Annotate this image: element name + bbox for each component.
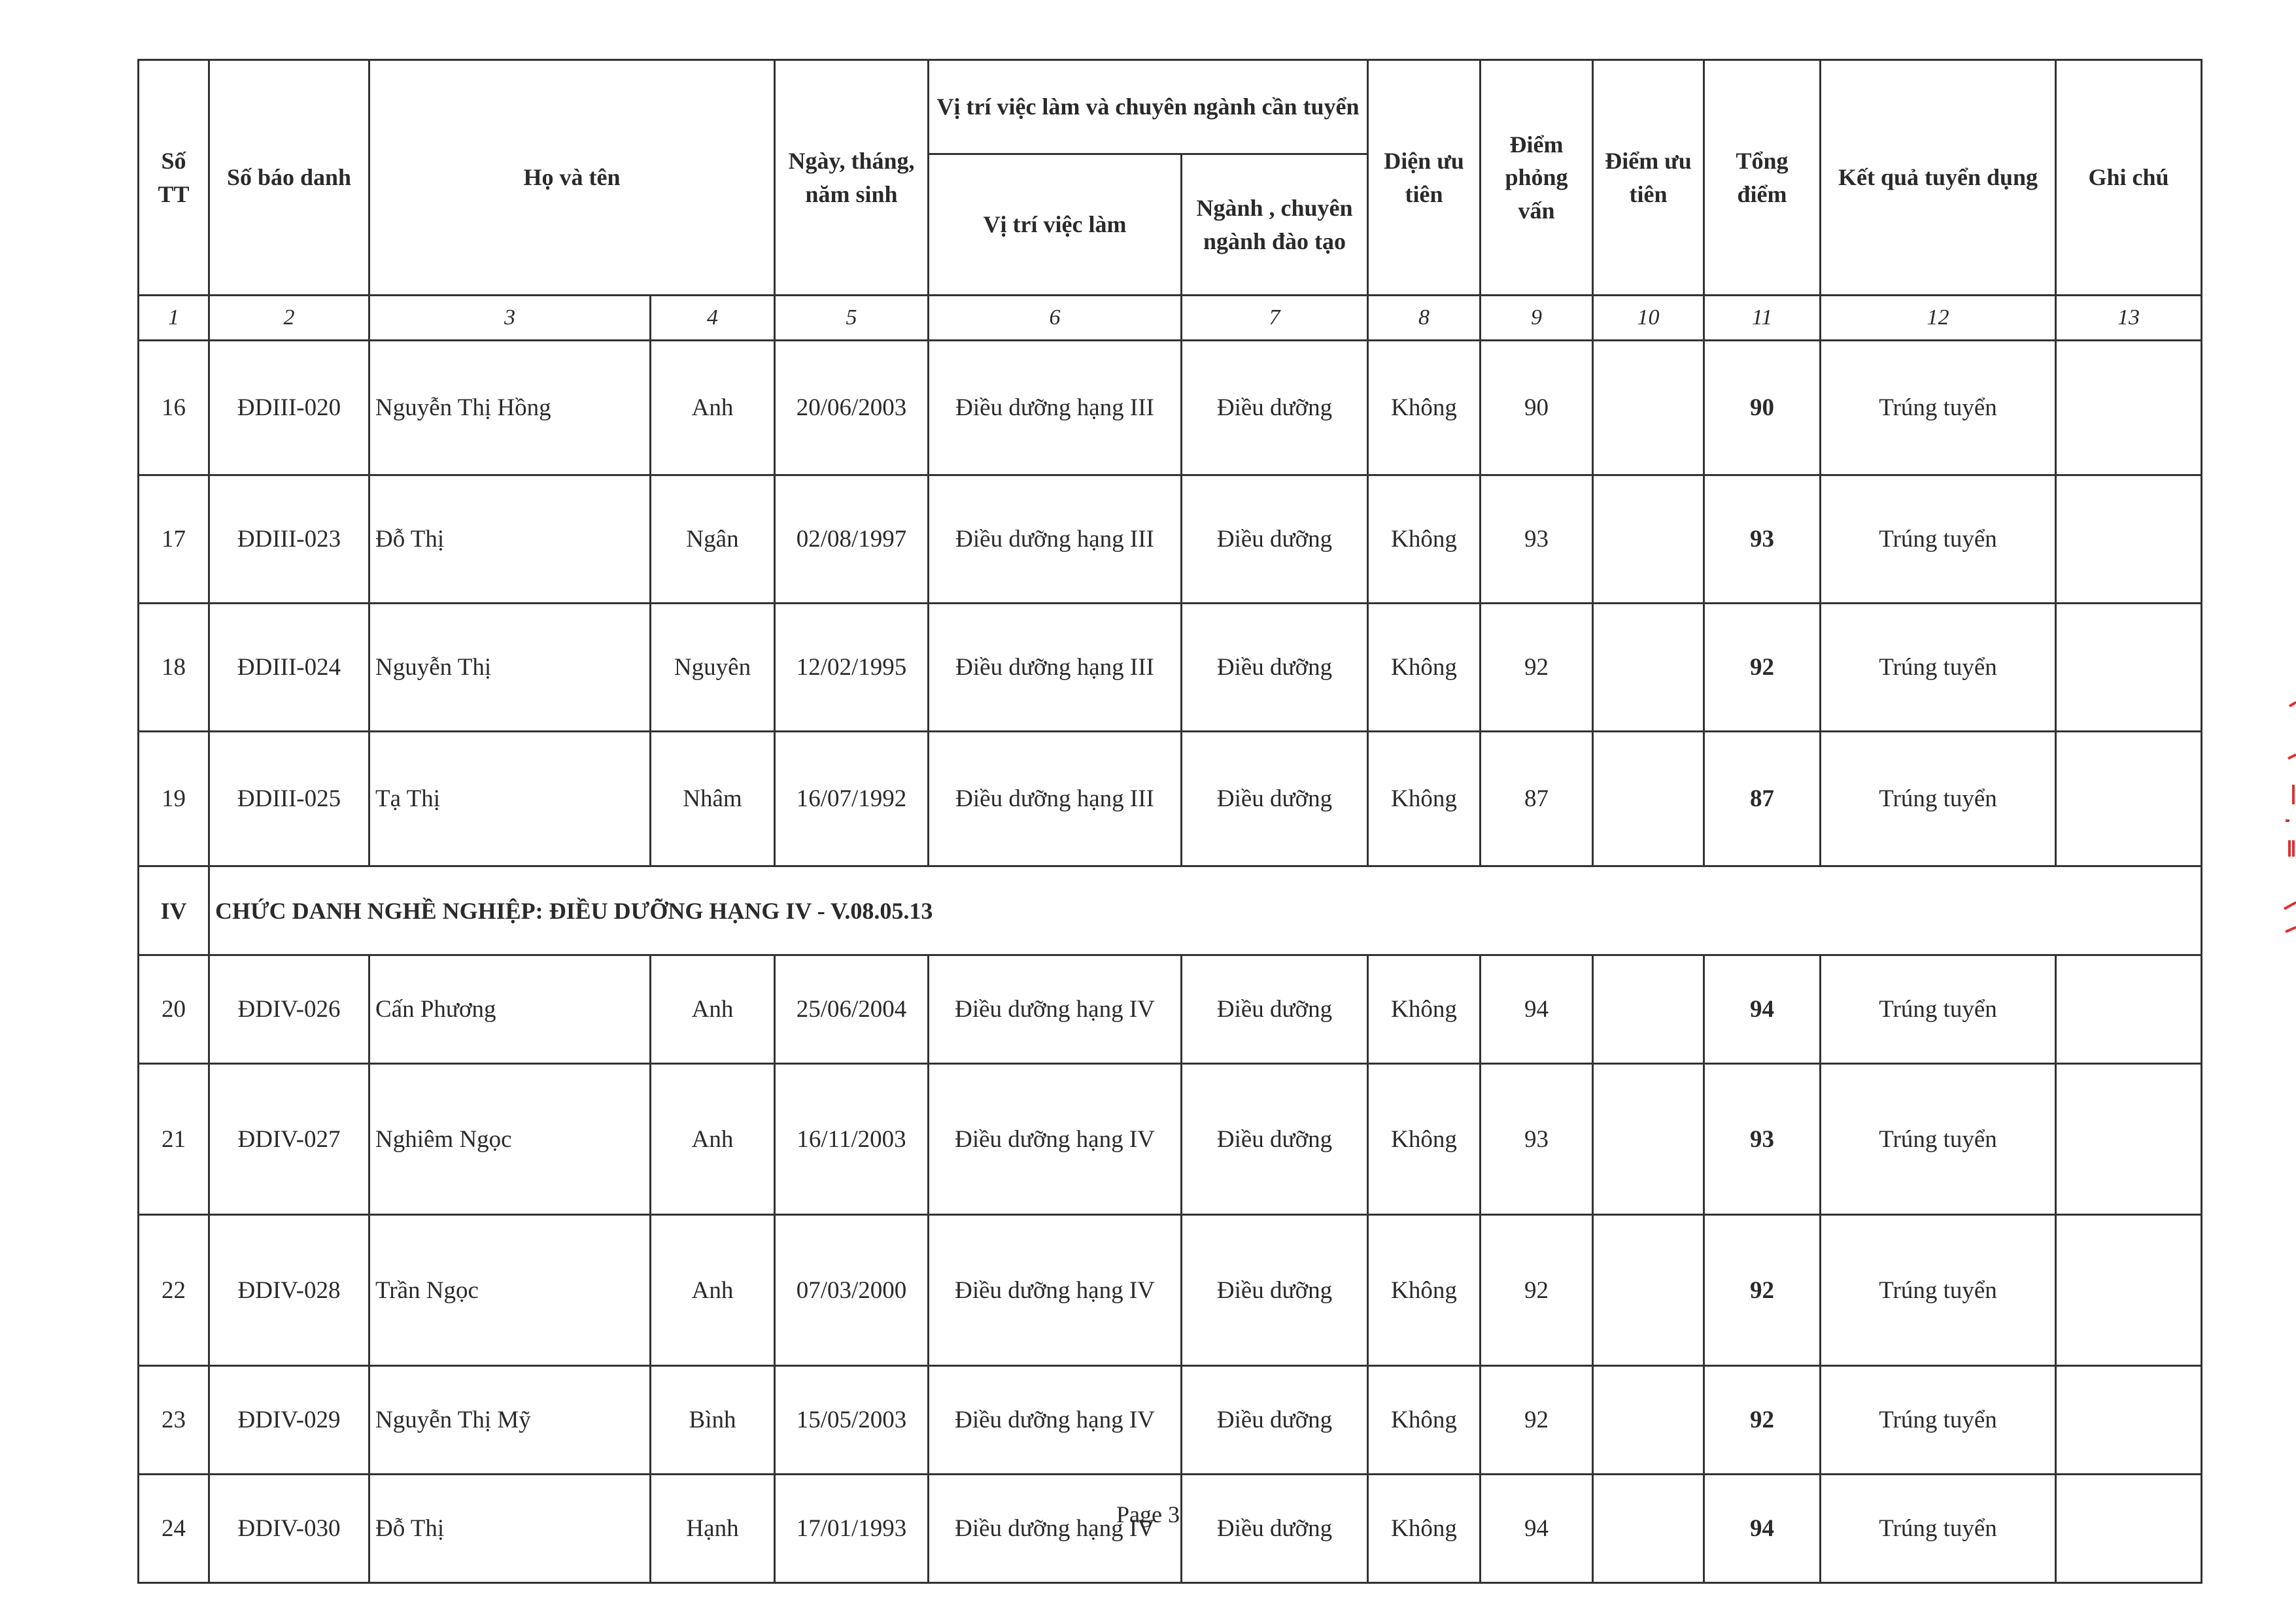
cell-ho: Cấn Phương: [369, 955, 651, 1064]
cell-stt: 24: [139, 1475, 209, 1583]
cell-vi-tri: Điều dưỡng hạng III: [929, 341, 1182, 475]
cell-stt: 22: [139, 1215, 209, 1366]
column-number: 9: [1481, 296, 1593, 341]
cell-sbd: ĐDIV-028: [209, 1215, 369, 1366]
cell-ghi-chu: [2056, 1366, 2202, 1475]
section-number: IV: [139, 866, 209, 955]
cell-diem-uu-tien: [1593, 732, 1704, 866]
cell-ghi-chu: [2056, 1215, 2202, 1366]
header-vi-tri-viec-lam: Vị trí việc làm: [929, 154, 1182, 296]
cell-diem-phong-van: 94: [1481, 955, 1593, 1064]
cell-ngay-sinh: 17/01/1993: [775, 1475, 929, 1583]
cell-ghi-chu: [2056, 475, 2202, 604]
cell-sbd: ĐDIV-026: [209, 955, 369, 1064]
cell-nganh: Điều dưỡng: [1182, 341, 1368, 475]
cell-dien-uu-tien: Không: [1368, 475, 1481, 604]
cell-ngay-sinh: 25/06/2004: [775, 955, 929, 1064]
cell-ket-qua: Trúng tuyển: [1821, 604, 2056, 732]
cell-vi-tri: Điều dưỡng hạng IV: [929, 1475, 1182, 1583]
cell-tong-diem: 94: [1704, 955, 1821, 1064]
cell-sbd: ĐDIV-030: [209, 1475, 369, 1583]
cell-ghi-chu: [2056, 732, 2202, 866]
cell-ten: Anh: [651, 341, 775, 475]
cell-nganh: Điều dưỡng: [1182, 1215, 1368, 1366]
cell-ngay-sinh: 16/07/1992: [775, 732, 929, 866]
table-row: [139, 1475, 2202, 1583]
cell-ho: Trần Ngọc: [369, 1215, 651, 1366]
cell-nganh: Điều dưỡng: [1182, 955, 1368, 1064]
cell-dien-uu-tien: Không: [1368, 1215, 1481, 1366]
cell-nganh: Điều dưỡng: [1182, 732, 1368, 866]
cell-ten: Ngân: [651, 475, 775, 604]
cell-ten: Anh: [651, 1064, 775, 1215]
cell-tong-diem: 94: [1704, 1475, 1821, 1583]
cell-ngay-sinh: 07/03/2000: [775, 1215, 929, 1366]
header-diem-phong-van: Điểm phỏng vấn: [1481, 60, 1593, 296]
cell-ngay-sinh: 16/11/2003: [775, 1064, 929, 1215]
column-number: 5: [775, 296, 929, 341]
cell-tong-diem: 92: [1704, 604, 1821, 732]
header-stt: Số TT: [139, 60, 209, 296]
header-dien-uu-tien: Diện ưu tiên: [1368, 60, 1481, 296]
cell-ngay-sinh: 15/05/2003: [775, 1366, 929, 1475]
cell-ket-qua: Trúng tuyển: [1821, 955, 2056, 1064]
cell-ho: Đỗ Thị: [369, 475, 651, 604]
table-row: [139, 732, 2202, 866]
column-number: 6: [929, 296, 1182, 341]
section-title: CHỨC DANH NGHỀ NGHIỆP: ĐIỀU DƯỠNG HẠNG IV - V.08.05.13: [209, 866, 2202, 955]
cell-nganh: Điều dưỡng: [1182, 604, 1368, 732]
cell-tong-diem: 90: [1704, 341, 1821, 475]
cell-stt: 19: [139, 732, 209, 866]
cell-stt: 17: [139, 475, 209, 604]
header-ghi-chu: Ghi chú: [2056, 60, 2202, 296]
cell-sbd: ĐDIII-020: [209, 341, 369, 475]
column-number: 2: [209, 296, 369, 341]
cell-stt: 20: [139, 955, 209, 1064]
header-tong-diem: Tổng điểm: [1704, 60, 1821, 296]
recruitment-results-table: [137, 59, 2202, 1584]
cell-diem-uu-tien: [1593, 955, 1704, 1064]
cell-diem-uu-tien: [1593, 1215, 1704, 1366]
cell-dien-uu-tien: Không: [1368, 604, 1481, 732]
cell-ket-qua: Trúng tuyển: [1821, 732, 2056, 866]
cell-ket-qua: Trúng tuyển: [1821, 475, 2056, 604]
cell-diem-phong-van: 93: [1481, 475, 1593, 604]
cell-diem-phong-van: 94: [1481, 1475, 1593, 1583]
cell-nganh: Điều dưỡng: [1182, 1475, 1368, 1583]
cell-dien-uu-tien: Không: [1368, 1064, 1481, 1215]
cell-ten: Nguyên: [651, 604, 775, 732]
cell-sbd: ĐDIV-029: [209, 1366, 369, 1475]
cell-ten: Nhâm: [651, 732, 775, 866]
table-row: [139, 1366, 2202, 1475]
cell-ghi-chu: [2056, 1475, 2202, 1583]
column-number-row: [139, 296, 2202, 341]
table-row: [139, 604, 2202, 732]
cell-diem-phong-van: 92: [1481, 1366, 1593, 1475]
cell-ho: Nguyễn Thị: [369, 604, 651, 732]
cell-sbd: ĐDIII-024: [209, 604, 369, 732]
cell-ho: Đỗ Thị: [369, 1475, 651, 1583]
cell-diem-uu-tien: [1593, 341, 1704, 475]
cell-diem-uu-tien: [1593, 1366, 1704, 1475]
cell-tong-diem: 92: [1704, 1366, 1821, 1475]
cell-diem-uu-tien: [1593, 1064, 1704, 1215]
cell-stt: 18: [139, 604, 209, 732]
cell-diem-uu-tien: [1593, 475, 1704, 604]
cell-ho: Tạ Thị: [369, 732, 651, 866]
cell-vi-tri: Điều dưỡng hạng IV: [929, 1215, 1182, 1366]
cell-ghi-chu: [2056, 1064, 2202, 1215]
cell-ket-qua: Trúng tuyển: [1821, 341, 2056, 475]
cell-sbd: ĐDIV-027: [209, 1064, 369, 1215]
column-number: 4: [651, 296, 775, 341]
column-number: 10: [1593, 296, 1704, 341]
header-sbd: Số báo danh: [209, 60, 369, 296]
cell-diem-uu-tien: [1593, 604, 1704, 732]
column-number: 13: [2056, 296, 2202, 341]
cell-ngay-sinh: 02/08/1997: [775, 475, 929, 604]
column-number: 8: [1368, 296, 1481, 341]
cell-stt: 23: [139, 1366, 209, 1475]
table-row: [139, 1215, 2202, 1366]
cell-ghi-chu: [2056, 955, 2202, 1064]
cell-ket-qua: Trúng tuyển: [1821, 1215, 2056, 1366]
column-number: 3: [369, 296, 651, 341]
cell-ho: Nguyễn Thị Hồng: [369, 341, 651, 475]
cell-dien-uu-tien: Không: [1368, 1366, 1481, 1475]
cell-ket-qua: Trúng tuyển: [1821, 1064, 2056, 1215]
cell-vi-tri: Điều dưỡng hạng III: [929, 732, 1182, 866]
cell-stt: 16: [139, 341, 209, 475]
header-vi-tri-group: Vị trí việc làm và chuyên ngành cần tuyển: [929, 60, 1368, 154]
cell-dien-uu-tien: Không: [1368, 732, 1481, 866]
cell-diem-phong-van: 90: [1481, 341, 1593, 475]
cell-ten: Bình: [651, 1366, 775, 1475]
cell-vi-tri: Điều dưỡng hạng III: [929, 475, 1182, 604]
cell-sbd: ĐDIII-023: [209, 475, 369, 604]
cell-tong-diem: 87: [1704, 732, 1821, 866]
cell-ten: Anh: [651, 955, 775, 1064]
cell-dien-uu-tien: Không: [1368, 1475, 1481, 1583]
table-row: [139, 341, 2202, 475]
cell-sbd: ĐDIII-025: [209, 732, 369, 866]
column-number: 1: [139, 296, 209, 341]
cell-ngay-sinh: 12/02/1995: [775, 604, 929, 732]
page-number: Page 3: [1116, 1501, 1180, 1528]
cell-stt: 21: [139, 1064, 209, 1215]
column-number: 11: [1704, 296, 1821, 341]
column-number: 7: [1182, 296, 1368, 341]
cell-nganh: Điều dưỡng: [1182, 1064, 1368, 1215]
cell-dien-uu-tien: Không: [1368, 955, 1481, 1064]
cell-ngay-sinh: 20/06/2003: [775, 341, 929, 475]
cell-ket-qua: Trúng tuyển: [1821, 1475, 2056, 1583]
table-row: [139, 955, 2202, 1064]
cell-diem-uu-tien: [1593, 1475, 1704, 1583]
cell-diem-phong-van: 87: [1481, 732, 1593, 866]
header-ngay-sinh: Ngày, tháng, năm sinh: [775, 60, 929, 296]
cell-diem-phong-van: 92: [1481, 1215, 1593, 1366]
cell-diem-phong-van: 93: [1481, 1064, 1593, 1215]
cell-vi-tri: Điều dưỡng hạng IV: [929, 955, 1182, 1064]
header-ho-ten: Họ và tên: [369, 60, 775, 296]
column-number: 12: [1821, 296, 2056, 341]
cell-vi-tri: Điều dưỡng hạng IV: [929, 1064, 1182, 1215]
cell-diem-phong-van: 92: [1481, 604, 1593, 732]
cell-ho: Nghiêm Ngọc: [369, 1064, 651, 1215]
cell-nganh: Điều dưỡng: [1182, 475, 1368, 604]
header-diem-uu-tien: Điểm ưu tiên: [1593, 60, 1704, 296]
cell-tong-diem: 93: [1704, 475, 1821, 604]
cell-nganh: Điều dưỡng: [1182, 1366, 1368, 1475]
table-body: [139, 341, 2202, 1583]
cell-ket-qua: Trúng tuyển: [1821, 1366, 2056, 1475]
cell-vi-tri: Điều dưỡng hạng III: [929, 604, 1182, 732]
cell-ghi-chu: [2056, 604, 2202, 732]
cell-ghi-chu: [2056, 341, 2202, 475]
cell-ho: Nguyễn Thị Mỹ: [369, 1366, 651, 1475]
results-sheet: [137, 59, 2201, 1584]
table-header: [139, 60, 2202, 341]
red-stamp-edge-mark: [2270, 693, 2296, 955]
header-ket-qua: Kết quả tuyển dụng: [1821, 60, 2056, 296]
cell-ten: Hạnh: [651, 1475, 775, 1583]
cell-dien-uu-tien: Không: [1368, 341, 1481, 475]
table-row: [139, 475, 2202, 604]
cell-ten: Anh: [651, 1215, 775, 1366]
cell-vi-tri: Điều dưỡng hạng IV: [929, 1366, 1182, 1475]
header-nganh-dao-tao: Ngành , chuyên ngành đào tạo: [1182, 154, 1368, 296]
section-row: [139, 866, 2202, 955]
table-row: [139, 1064, 2202, 1215]
cell-tong-diem: 92: [1704, 1215, 1821, 1366]
cell-tong-diem: 93: [1704, 1064, 1821, 1215]
